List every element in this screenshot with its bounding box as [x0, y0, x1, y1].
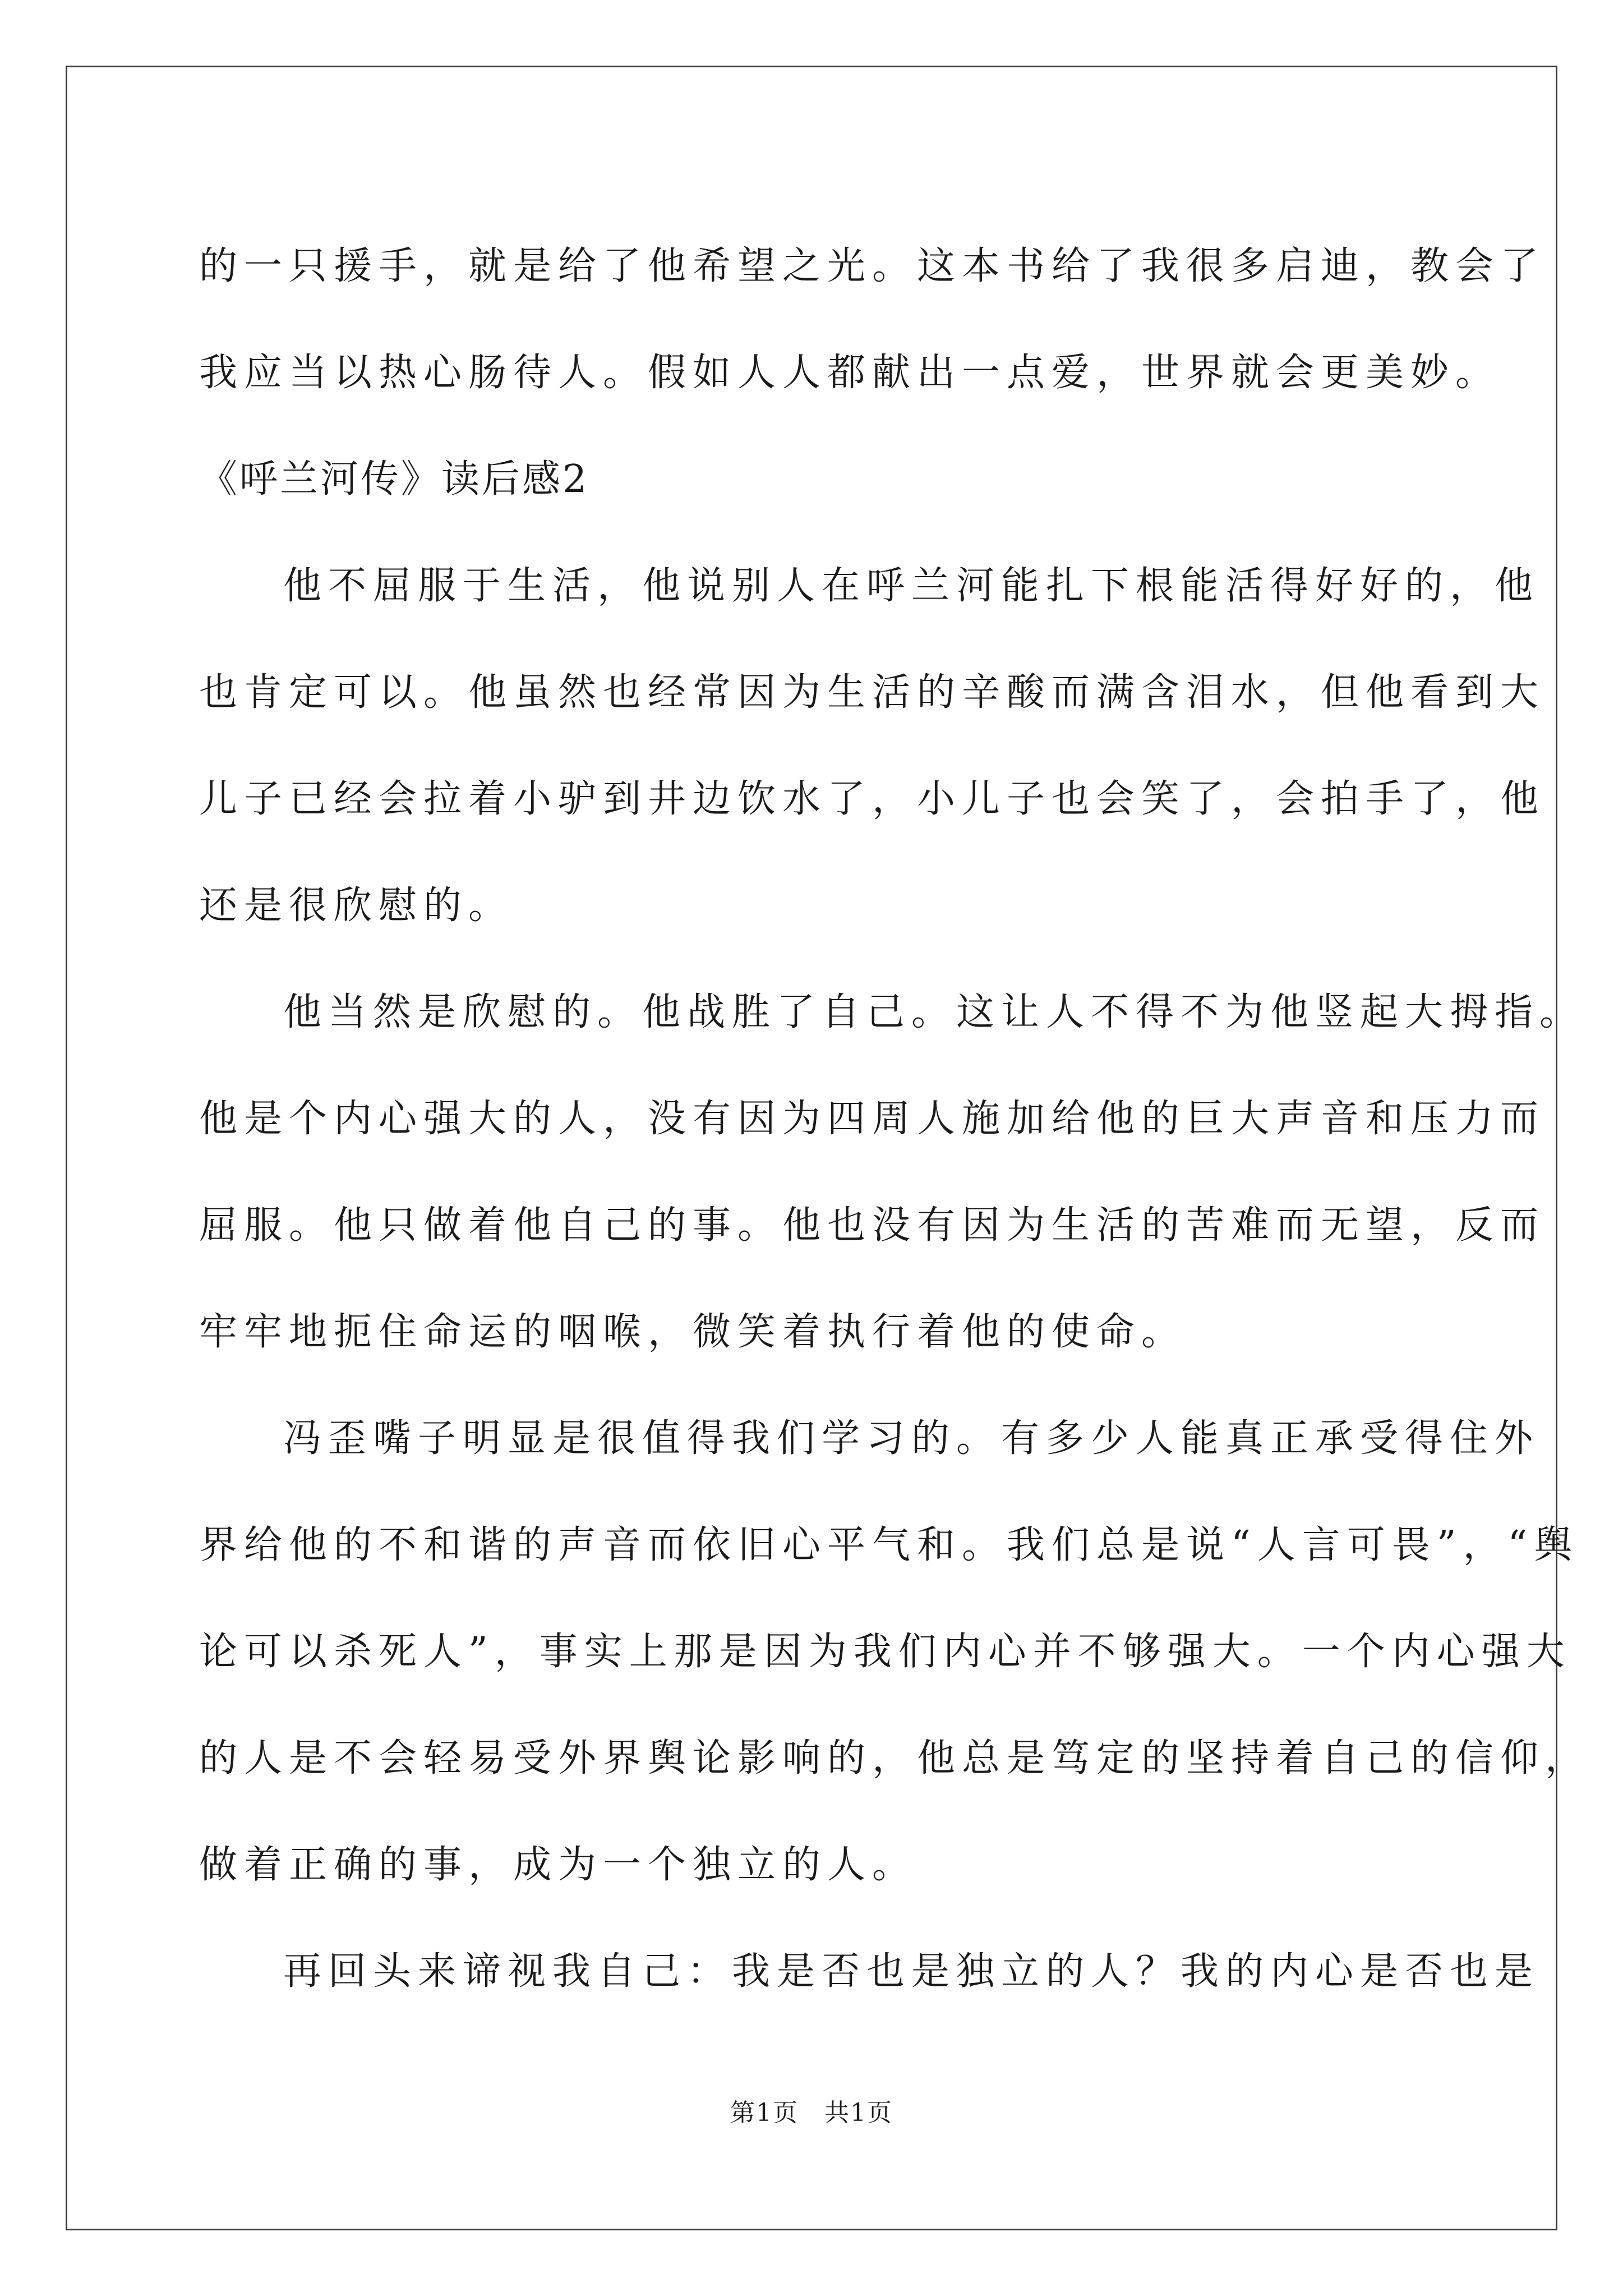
- paragraph-2-line: 屈服。他只做着他自己的事。他也没有因为生活的苦难而无望，反而: [199, 1203, 1546, 1248]
- text-line: 的一只援手，就是给了他希望之光。这本书给了我很多启迪，教会了: [199, 244, 1546, 288]
- paragraph-3-line: 论可以杀死人”，事实上那是因为我们内心并不够强大。一个内心强大: [199, 1630, 1571, 1674]
- paragraph-2-line: 他是个内心强大的人，没有因为四周人施加给他的巨大声音和压力而: [199, 1097, 1546, 1141]
- paragraph-1-line: 还是很欣慰的。: [199, 884, 514, 928]
- paragraph-1-line: 也肯定可以。他虽然也经常因为生活的辛酸而满含泪水，但他看到大: [199, 670, 1546, 715]
- paragraph-3-line: 界给他的不和谐的声音而依旧心平气和。我们总是说“人言可畏”，“舆: [199, 1523, 1579, 1567]
- paragraph-3-line: 的人是不会轻易受外界舆论影响的，他总是笃定的坚持着自己的信仰，: [199, 1736, 1590, 1780]
- paragraph-1-line: 他不屈服于生活，他说别人在呼兰河能扎下根能活得好好的，他: [283, 564, 1540, 608]
- section-title: 《呼兰河传》读后感2: [199, 457, 589, 501]
- text-line: 我应当以热心肠待人。假如人人都献出一点爱，世界就会更美妙。: [199, 351, 1501, 395]
- paragraph-4-line: 再回头来谛视我自己：我是否也是独立的人？我的内心是否也是: [283, 1949, 1540, 1994]
- paragraph-2-line: 他当然是欣慰的。他战胜了自己。这让人不得不为他竖起大拇指。: [283, 990, 1585, 1034]
- paragraph-3-line: 做着正确的事，成为一个独立的人。: [199, 1843, 917, 1887]
- paragraph-1-line: 儿子已经会拉着小驴到井边饮水了，小儿子也会笑了，会拍手了，他: [199, 777, 1546, 821]
- paragraph-2-line: 牢牢地扼住命运的咽喉，微笑着执行着他的使命。: [199, 1310, 1187, 1354]
- paragraph-3-line: 冯歪嘴子明显是很值得我们学习的。有多少人能真正承受得住外: [283, 1416, 1540, 1461]
- document-body: [199, 213, 1590, 2025]
- page-number-footer: 第1页 共1页: [730, 2099, 893, 2127]
